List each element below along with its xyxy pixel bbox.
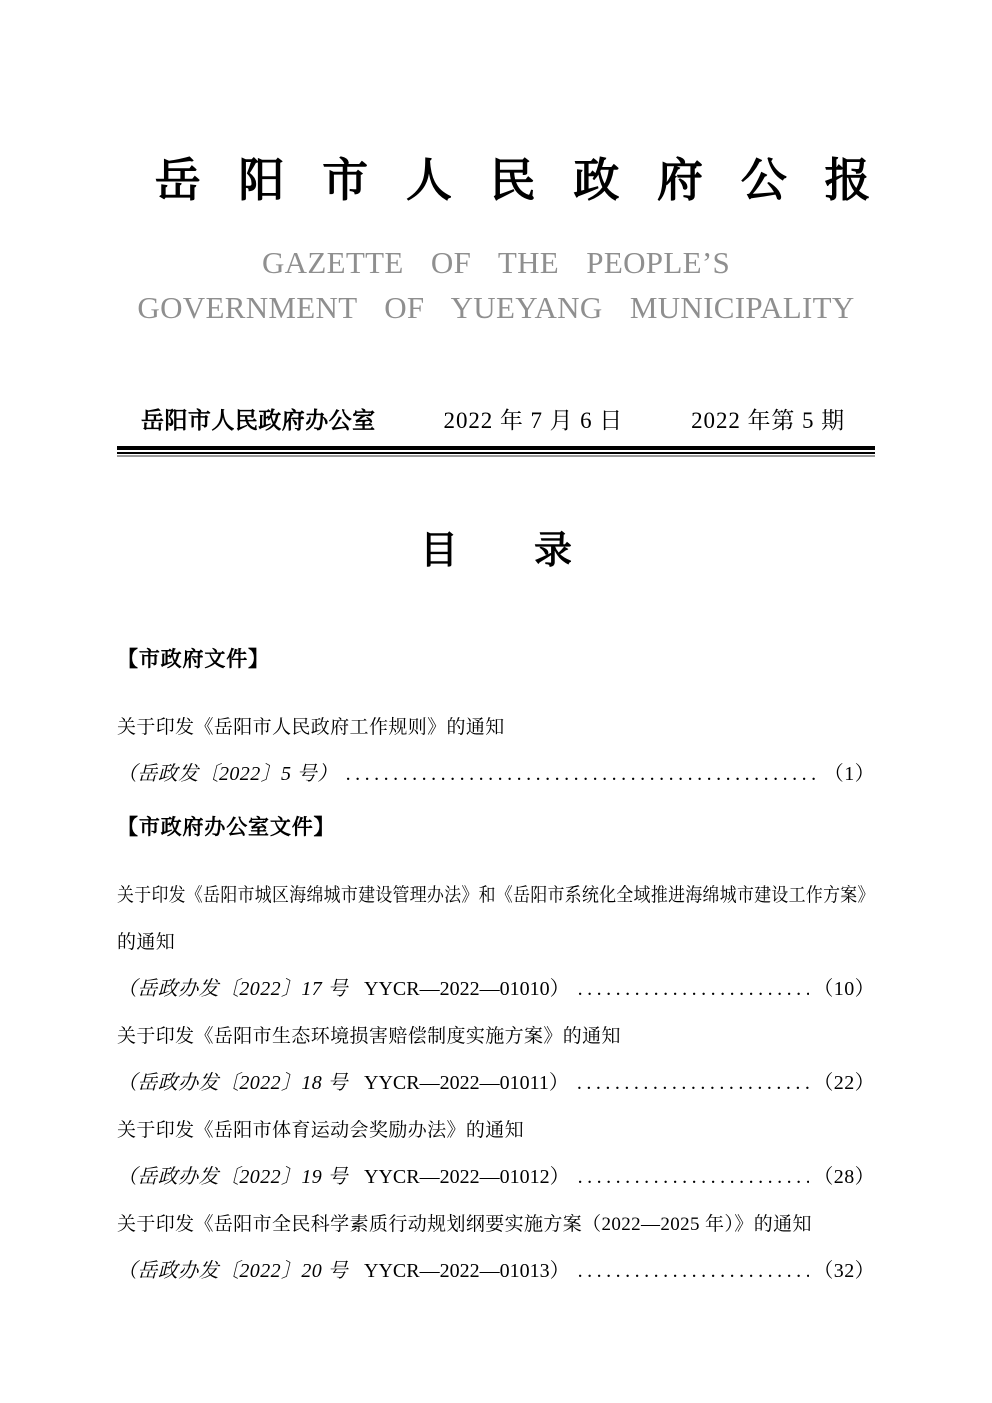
dot-leader bbox=[578, 1257, 810, 1286]
issue-number: 2022 年第 5 期 bbox=[691, 408, 845, 434]
toc-heading: 目 录 bbox=[419, 530, 572, 573]
document-registry-code: YYCR—2022—01010） bbox=[364, 977, 570, 1000]
toc-entry bbox=[117, 1116, 875, 1192]
gazette-title-english bbox=[117, 240, 875, 330]
toc-entry-title: 关于印发《岳阳市城区海绵城市建设管理办法》和《岳阳市系统化全域推进海绵城市建设工作方案》 bbox=[117, 884, 875, 906]
page-number: （1） bbox=[823, 762, 875, 785]
toc-entry-reference-row bbox=[117, 975, 875, 1004]
toc-entry bbox=[117, 881, 875, 1004]
document-registry-code: YYCR—2022—01011） bbox=[364, 1071, 569, 1094]
toc-entry bbox=[117, 713, 875, 789]
masthead-divider-rule bbox=[117, 446, 875, 457]
toc-entry-title: 关于印发《岳阳市体育运动会奖励办法》的通知 bbox=[117, 1119, 524, 1141]
document-reference-number: （岳政办发〔2022〕20 号 bbox=[117, 1259, 348, 1282]
toc-section-header-city-gov-documents: 【市政府文件】 bbox=[117, 647, 270, 671]
page-number: （28） bbox=[813, 1165, 875, 1188]
toc-entry-reference-row bbox=[117, 1069, 875, 1098]
toc-entry bbox=[117, 1210, 875, 1286]
rule-thin-line bbox=[117, 452, 875, 454]
document-registry-code: YYCR—2022—01013） bbox=[364, 1259, 570, 1282]
gazette-title-english-line1: GAZETTE OF THE PEOPLE’S bbox=[261, 245, 731, 281]
toc-entry-reference-row bbox=[117, 1257, 875, 1286]
toc-entry-title-continued: 的通知 bbox=[117, 931, 176, 953]
page-number: （22） bbox=[813, 1071, 875, 1094]
toc-section-header-gov-office-documents: 【市政府办公室文件】 bbox=[117, 815, 336, 839]
toc-entry-reference-row bbox=[117, 760, 875, 789]
document-reference-number: （岳政办发〔2022〕18 号 bbox=[117, 1071, 348, 1094]
publication-info-row bbox=[117, 404, 875, 437]
document-registry-code: YYCR—2022—01012） bbox=[364, 1165, 570, 1188]
dot-leader bbox=[346, 760, 820, 789]
publication-date: 2022 年 7 月 6 日 bbox=[443, 408, 624, 434]
dot-leader bbox=[578, 1163, 810, 1192]
document-reference-number: （岳政办发〔2022〕17 号 bbox=[117, 977, 348, 1000]
gazette-title-chinese: 岳阳市人民政府公报 bbox=[154, 155, 909, 206]
document-reference-number: （岳政办发〔2022〕19 号 bbox=[117, 1165, 348, 1188]
page-number: （32） bbox=[813, 1259, 875, 1282]
table-of-contents bbox=[117, 575, 875, 1286]
page-number: （10） bbox=[813, 977, 875, 1000]
toc-entry-title: 关于印发《岳阳市生态环境损害赔偿制度实施方案》的通知 bbox=[117, 1025, 621, 1047]
dot-leader bbox=[577, 1069, 810, 1098]
toc-entry-title: 关于印发《岳阳市人民政府工作规则》的通知 bbox=[117, 716, 505, 738]
publishing-office: 岳阳市人民政府办公室 bbox=[141, 407, 376, 434]
rule-thick-line bbox=[117, 446, 875, 450]
dot-leader bbox=[578, 975, 810, 1004]
toc-entry-title: 关于印发《岳阳市全民科学素质行动规划纲要实施方案（2022—2025 年）》的通知 bbox=[117, 1213, 812, 1235]
toc-entry-reference-row bbox=[117, 1163, 875, 1192]
gazette-title-english-line2: GOVERNMENT OF YUEYANG MUNICIPALITY bbox=[137, 290, 855, 326]
document-reference-number: （岳政发〔2022〕5 号） bbox=[117, 762, 338, 785]
toc-entry bbox=[117, 1022, 875, 1098]
